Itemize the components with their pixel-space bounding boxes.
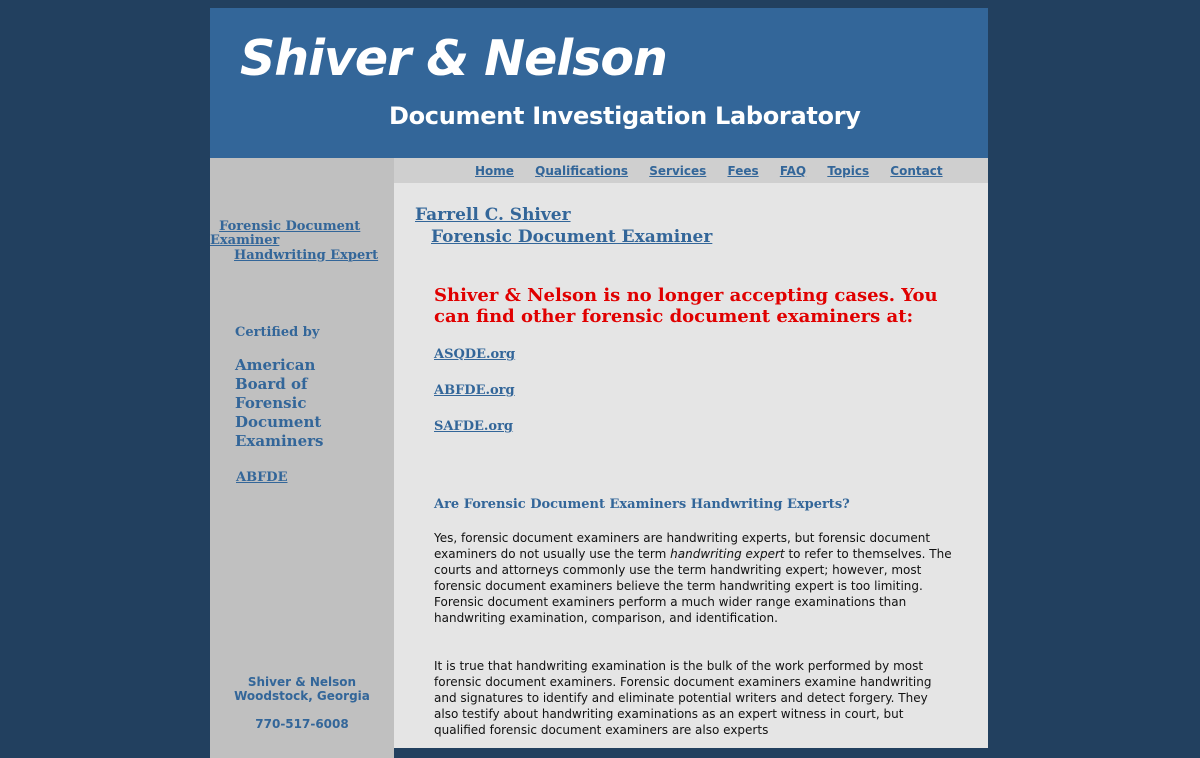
- contact-block: [210, 675, 394, 731]
- contact-location: Woodstock, Georgia: [234, 689, 370, 703]
- article-paragraph-1: [434, 530, 954, 626]
- safde-link[interactable]: SAFDE.org: [434, 419, 514, 434]
- asqde-link[interactable]: ASQDE.org: [434, 347, 516, 362]
- para-1-text-a: Yes, forensic document examiners are handwriting experts, but forensic document examiners do not usually use the term: [434, 531, 931, 561]
- person-name: Farrell C. Shiver: [415, 205, 571, 225]
- sidebar: [210, 158, 394, 758]
- para-1-emphasis: handwriting expert: [670, 547, 785, 561]
- top-nav: [394, 158, 988, 183]
- nav-topics[interactable]: Topics: [827, 164, 870, 178]
- closure-notice: Shiver & Nelson is no longer accepting cases. You can find other forensic document examiners at:: [434, 285, 938, 327]
- contact-name: Shiver & Nelson: [247, 675, 357, 689]
- nav-services[interactable]: Services: [649, 164, 707, 178]
- site-header: [210, 8, 988, 158]
- sidebar-link-handwriting-expert[interactable]: Handwriting Expert: [234, 248, 379, 263]
- sidebar-link-forensic-document-examiner[interactable]: Forensic Document Examiner: [210, 219, 361, 248]
- site-title: Shiver & Nelson: [240, 30, 667, 87]
- para-1-text-b: to refer to themselves. The courts and attorneys commonly use the term handwriting expert; however, most forensic document examiners believe the term handwriting expert is too limiting. Forensic document examiners perform a much wider range examinations than handwriting examination, comparison, and identification.: [434, 547, 952, 625]
- abfde-link[interactable]: ABFDE: [236, 470, 288, 485]
- person-title: Forensic Document Examiner: [431, 227, 713, 247]
- nav-contact[interactable]: Contact: [890, 164, 943, 178]
- site-subtitle: Document Investigation Laboratory: [389, 102, 861, 130]
- nav-fees[interactable]: Fees: [727, 164, 759, 178]
- article-heading: Are Forensic Document Examiners Handwriting Experts?: [434, 497, 850, 512]
- abfde-org-link[interactable]: ABFDE.org: [434, 383, 515, 398]
- board-name: American Board of Forensic Document Examiners: [235, 356, 324, 450]
- certified-by-label: Certified by: [235, 325, 320, 340]
- nav-qualifications[interactable]: Qualifications: [535, 164, 629, 178]
- sidebar-link-forensic-document-examiner-wrap: [210, 220, 394, 248]
- nav-home[interactable]: Home: [475, 164, 514, 178]
- main-content: [394, 183, 988, 748]
- contact-phone: 770-517-6008: [255, 717, 349, 731]
- nav-faq[interactable]: FAQ: [779, 164, 807, 178]
- article-paragraph-2: It is true that handwriting examination is the bulk of the work performed by most forensic document examiners. Forensic document examiners examine handwriting and signatures to identify and eliminate potential writers and detect forgery. They also testify about handwriting examinations as an expert witness in court, but qualified forensic document examiners are also experts: [434, 659, 932, 737]
- page-container: [210, 8, 988, 748]
